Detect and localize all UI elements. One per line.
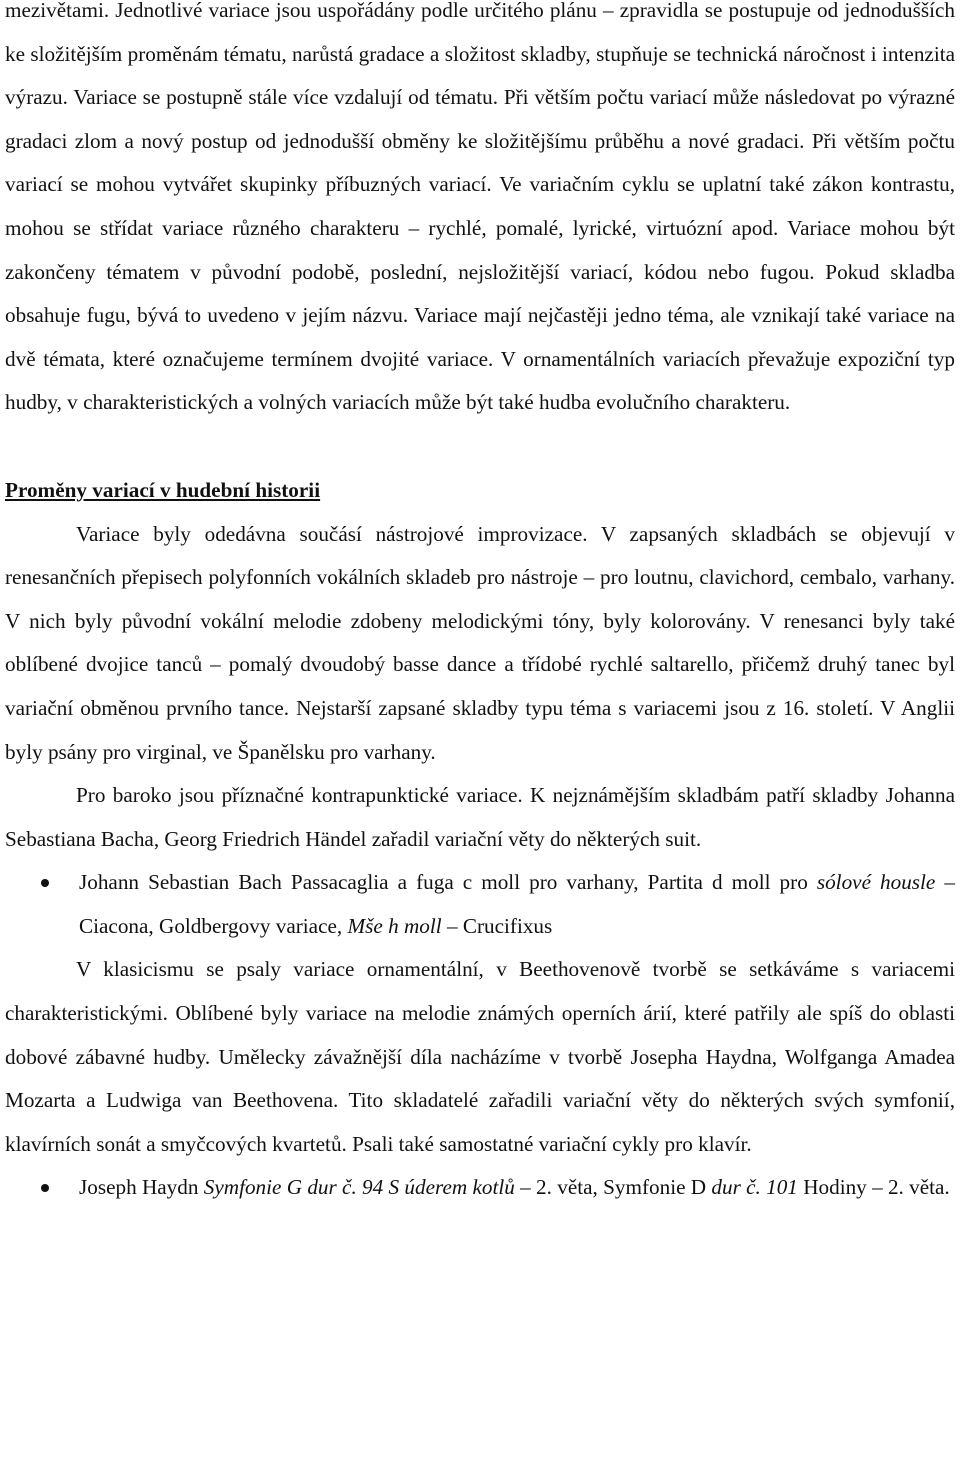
paragraph-renaissance: Variace byly odedávna součásí nástrojové improvizace. V zapsaných skladbách se objevují v renesančních přepisech polyfonních vokálních skladeb pro nástroje – pro loutnu, clavichord, cembalo, varhany. V nich byly původní vokální melodie zdobeny melodickými tóny, byly kolorovány. V renesanci byly také oblíbené dvojice tanců – pomalý dvoudobý basse dance a třídobé rychlé saltarello, přičemž druhý tanec byl variační obměnou prvního tance. Nejstarší zapsané skladby typu téma s variacemi jsou z 16. století. V Anglii byly psány pro virginal, ve Španělsku pro varhany. [5, 521, 955, 764]
bullet-list-haydn [5, 1166, 955, 1210]
list-item-haydn [5, 1166, 955, 1210]
document-page [5, 0, 955, 1210]
bach-text-2: – Ciacona, Goldbergovy variace, [79, 870, 955, 938]
bullet-icon [41, 1184, 49, 1192]
paragraph-variation-structure: mezivětami. Jednotlivé variace jsou uspořádány podle určitého plánu – zpravidla se postupuje od jednodušších ke složitějším proměnám tématu, narůstá gradace a složitost skladby, stupňuje se technická náročnost i intenzita výrazu. Variace se postupně stále více vzdalují od tématu. Při větším počtu variací může následovat po výrazné gradaci zlom a nový postup od jednodušší obměny ke složitějšímu průběhu a nové gradaci. Při větším počtu variací se mohou vytvářet skupinky příbuzných variací. Ve variačním cyklu se uplatní také zákon kontrastu, mohou se střídat variace různého charakteru – rychlé, pomalé, lyrické, virtuózní apod. Variace mohou být zakončeny tématem v původní podobě, poslední, nejsložitější variací, kódou nebo fugou. Pokud skladba obsahuje fugu, bývá to uvedeno v jejím názvu. Variace mají nejčastěji jedno téma, ale vznikají také variace na dvě témata, které označujeme termínem dvojité variace. V ornamentálních variacích převažuje expoziční typ hudby, v charakteristických a volných variacích může být také hudba evolučního charakteru. [5, 0, 955, 415]
haydn-text-2: – 2. věta, Symfonie D [514, 1175, 712, 1200]
bach-text-1: Johann Sebastian Bach Passacaglia a fuga c moll pro varhany, Partita d moll pro [79, 870, 817, 895]
haydn-italic-2: dur č. 101 [711, 1175, 798, 1200]
bullet-list-bach [5, 861, 955, 948]
bach-italic-2: Mše h moll [347, 913, 442, 938]
bach-text-3: – Crucifixus [441, 913, 553, 938]
paragraph-baroque: Pro baroko jsou příznačné kontrapunktické variace. K nejznámějším skladbám patří skladby Johanna Sebastiana Bacha, Georg Friedrich Händel zařadil variační věty do některých suit. [5, 783, 955, 851]
haydn-italic-1: Symfonie G dur č. 94 S úderem kotlů [203, 1175, 515, 1200]
bach-italic-1: sólové housle [816, 870, 936, 895]
paragraph-classicism: V klasicismu se psaly variace ornamentální, v Beethovenově tvorbě se setkáváme s variacemi charakteristickými. Oblíbené byly variace na melodie známých operních árií, které patřily ale spíš do oblasti dobové zábavné hudby. Umělecky závažnější díla nacházíme v tvorbě Josepha Haydna, Wolfganga Amadea Mozarta a Ludwiga van Beethovena. Tito skladatelé zařadili variační věty do některých svých symfonií, klavírních sonát a smyčcových kvartetů. Psali také samostatné variační cykly pro klavír. [5, 957, 955, 1156]
section-heading: Proměny variací v hudební historii [5, 477, 321, 502]
haydn-text-1: Joseph Haydn [79, 1175, 204, 1200]
bullet-icon [41, 879, 49, 887]
list-item-bach [5, 861, 955, 948]
haydn-text-3: Hodiny – 2. věta. [797, 1175, 950, 1200]
